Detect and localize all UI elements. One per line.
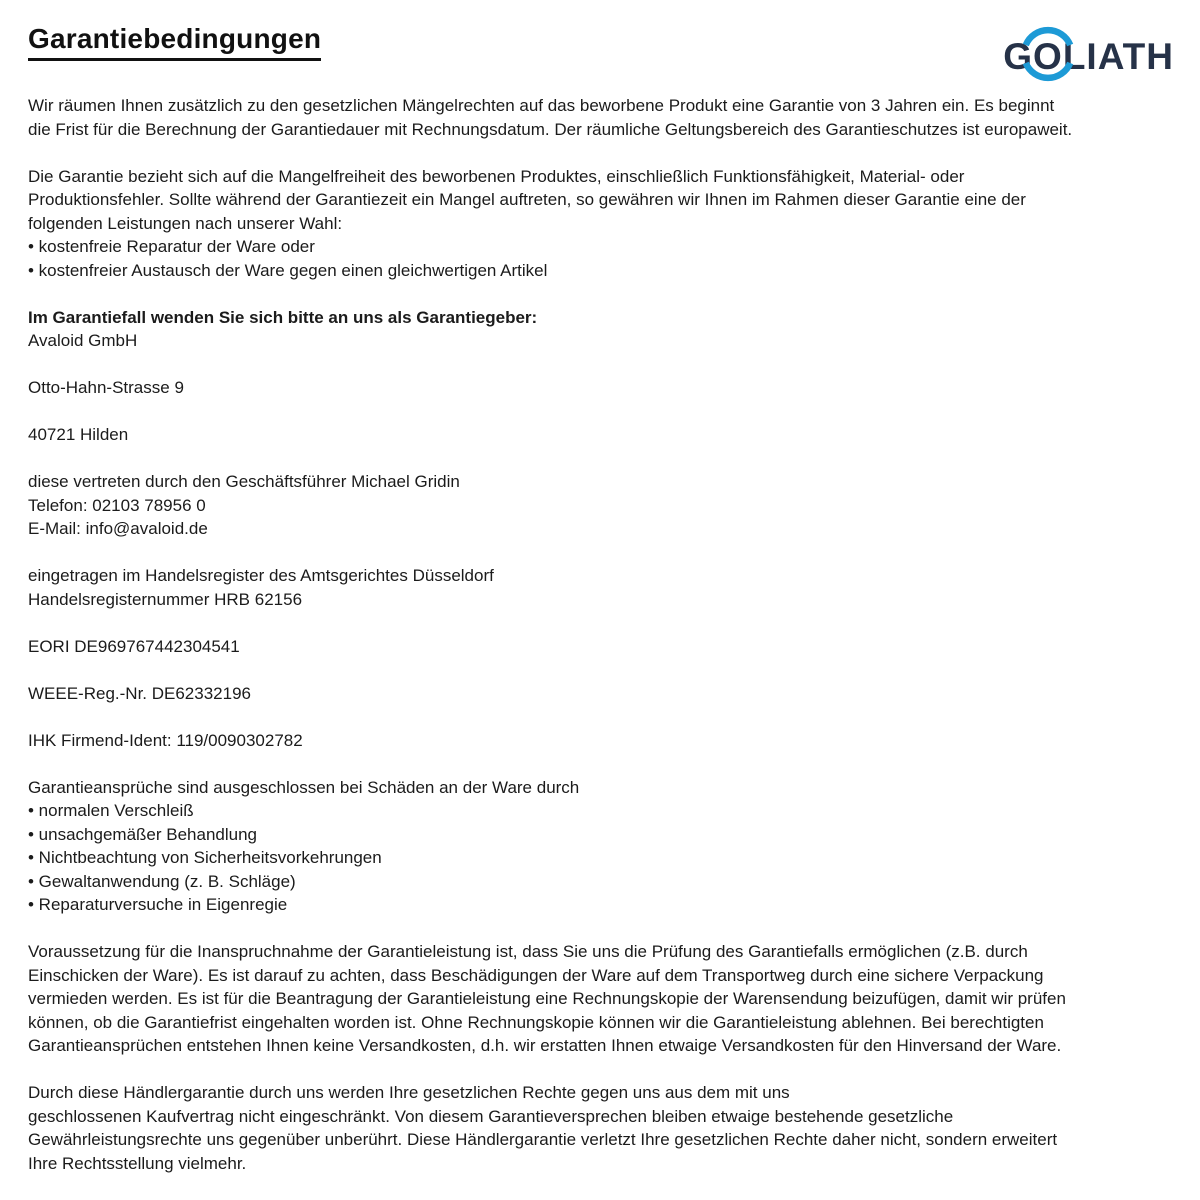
document-body [28, 94, 1172, 1175]
email-line: E-Mail: info@avaloid.de [28, 519, 208, 538]
logo-letter-o: O [1033, 38, 1063, 75]
eori-line [28, 635, 1172, 659]
text-line: Wir räumen Ihnen zusätzlich zu den gesetzlichen Mängelrechten auf das beworbene Produkt eine Garantie von 3 Jahren ein. Es beginnt [28, 96, 1055, 115]
logo-letters-rest: LIATH [1062, 35, 1174, 77]
text-line: Garantieansprüchen entstehen Ihnen keine Versandkosten, d.h. wir erstatten Ihnen etwaige Versandkosten für den Hinversand der Ware. [28, 1036, 1062, 1055]
exclusions-lead: Garantieansprüche sind ausgeschlossen bei Schäden an der Ware durch [28, 777, 580, 797]
intro-paragraph [28, 94, 1172, 141]
phone-line: Telefon: 02103 78956 0 [28, 495, 206, 515]
register-number-line: Handelsregisternummer HRB 62156 [28, 589, 303, 609]
text-line: IHK Firmend-Ident: 119/0090302782 [28, 730, 303, 750]
representative-line: diese vertreten durch den Geschäftsführer Michael Gridin [28, 472, 460, 491]
text-line: Gewährleistungsrechte uns gegenüber unberührt. Diese Händlergarantie verletzt Ihre gesetzlichen Rechte daher nicht, sondern erweitert [28, 1130, 1058, 1149]
legal-paragraph [28, 1081, 1172, 1175]
text-line: geschlossenen Kaufvertrag nicht eingeschränkt. Von diesem Garantieversprechen bleiben etwaige bestehende gesetzliche [28, 1106, 954, 1126]
guarantor-heading: Im Garantiefall wenden Sie sich bitte an uns als Garantiegeber: [28, 307, 538, 327]
scope-paragraph [28, 165, 1172, 283]
text-line: Otto-Hahn-Strasse 9 [28, 378, 184, 397]
address-street [28, 376, 1172, 400]
text-line: Produktionsfehler. Sollte während der Garantiezeit ein Mangel auftreten, so gewähren wir Ihnen im Rahmen dieser Garantie eine der [28, 190, 1026, 209]
exclusions-paragraph [28, 776, 1172, 917]
register-court-line: eingetragen im Handelsregister des Amtsgerichtes Düsseldorf [28, 566, 494, 585]
bullet-item: • Nichtbeachtung von Sicherheitsvorkehrungen [28, 848, 382, 867]
logo-letter-g: G [1003, 35, 1034, 77]
text-line: Die Garantie bezieht sich auf die Mangelfreiheit des beworbenen Produktes, einschließlich Funktionsfähigkeit, Material- oder [28, 166, 965, 186]
bullet-item: • Reparaturversuche in Eigenregie [28, 895, 288, 914]
page-title: Garantiebedingungen [28, 22, 321, 61]
bullet-item: • Gewaltanwendung (z. B. Schläge) [28, 871, 296, 891]
goliath-logo [1003, 20, 1174, 92]
bullet-item: • normalen Verschleiß [28, 801, 194, 820]
text-line: Voraussetzung für die Inanspruchnahme der Garantieleistung ist, dass Sie uns die Prüfung des Garantiefalls ermöglichen (z.B. durch [28, 942, 1028, 961]
text-line: folgenden Leistungen nach unserer Wahl: [28, 213, 343, 233]
register-paragraph [28, 564, 1172, 611]
text-line: die Frist für die Berechnung der Garantiedauer mit Rechnungsdatum. Der räumliche Geltungsbereich des Garantieschutzes ist europaweit. [28, 119, 1073, 139]
text-line: Einschicken der Ware). Es ist darauf zu achten, dass Beschädigungen der Ware auf dem Transportweg durch eine sichere Verpackung [28, 965, 1044, 985]
text-line: können, ob die Garantiefrist eingehalten worden ist. Ohne Rechnungskopie können wir die Garantieleistung ablehnen. Bei berechtigten [28, 1012, 1044, 1032]
text-line: 40721 Hilden [28, 425, 129, 444]
text-line: EORI DE969767442304541 [28, 636, 240, 656]
bullet-item: • unsachgemäßer Behandlung [28, 824, 257, 844]
bullet-item: • kostenfreier Austausch der Ware gegen einen gleichwertigen Artikel [28, 260, 548, 280]
bullet-item: • kostenfreie Reparatur der Ware oder [28, 237, 315, 256]
text-line: WEEE-Reg.-Nr. DE62332196 [28, 683, 251, 703]
weee-line [28, 682, 1172, 706]
conditions-paragraph [28, 940, 1172, 1058]
address-city [28, 423, 1172, 447]
text-line: Ihre Rechtsstellung vielmehr. [28, 1153, 247, 1173]
document-header [28, 22, 1172, 94]
contact-paragraph [28, 470, 1172, 541]
text-line: Durch diese Händlergarantie durch uns werden Ihre gesetzlichen Rechte gegen uns aus dem mit uns [28, 1083, 790, 1102]
guarantor-paragraph [28, 306, 1172, 353]
ihk-line [28, 729, 1172, 753]
company-name: Avaloid GmbH [28, 331, 138, 350]
text-line: vermieden werden. Es ist für die Beantragung der Garantieleistung eine Rechnungskopie der Warensendung beizufügen, damit wir prüfen [28, 989, 1066, 1008]
